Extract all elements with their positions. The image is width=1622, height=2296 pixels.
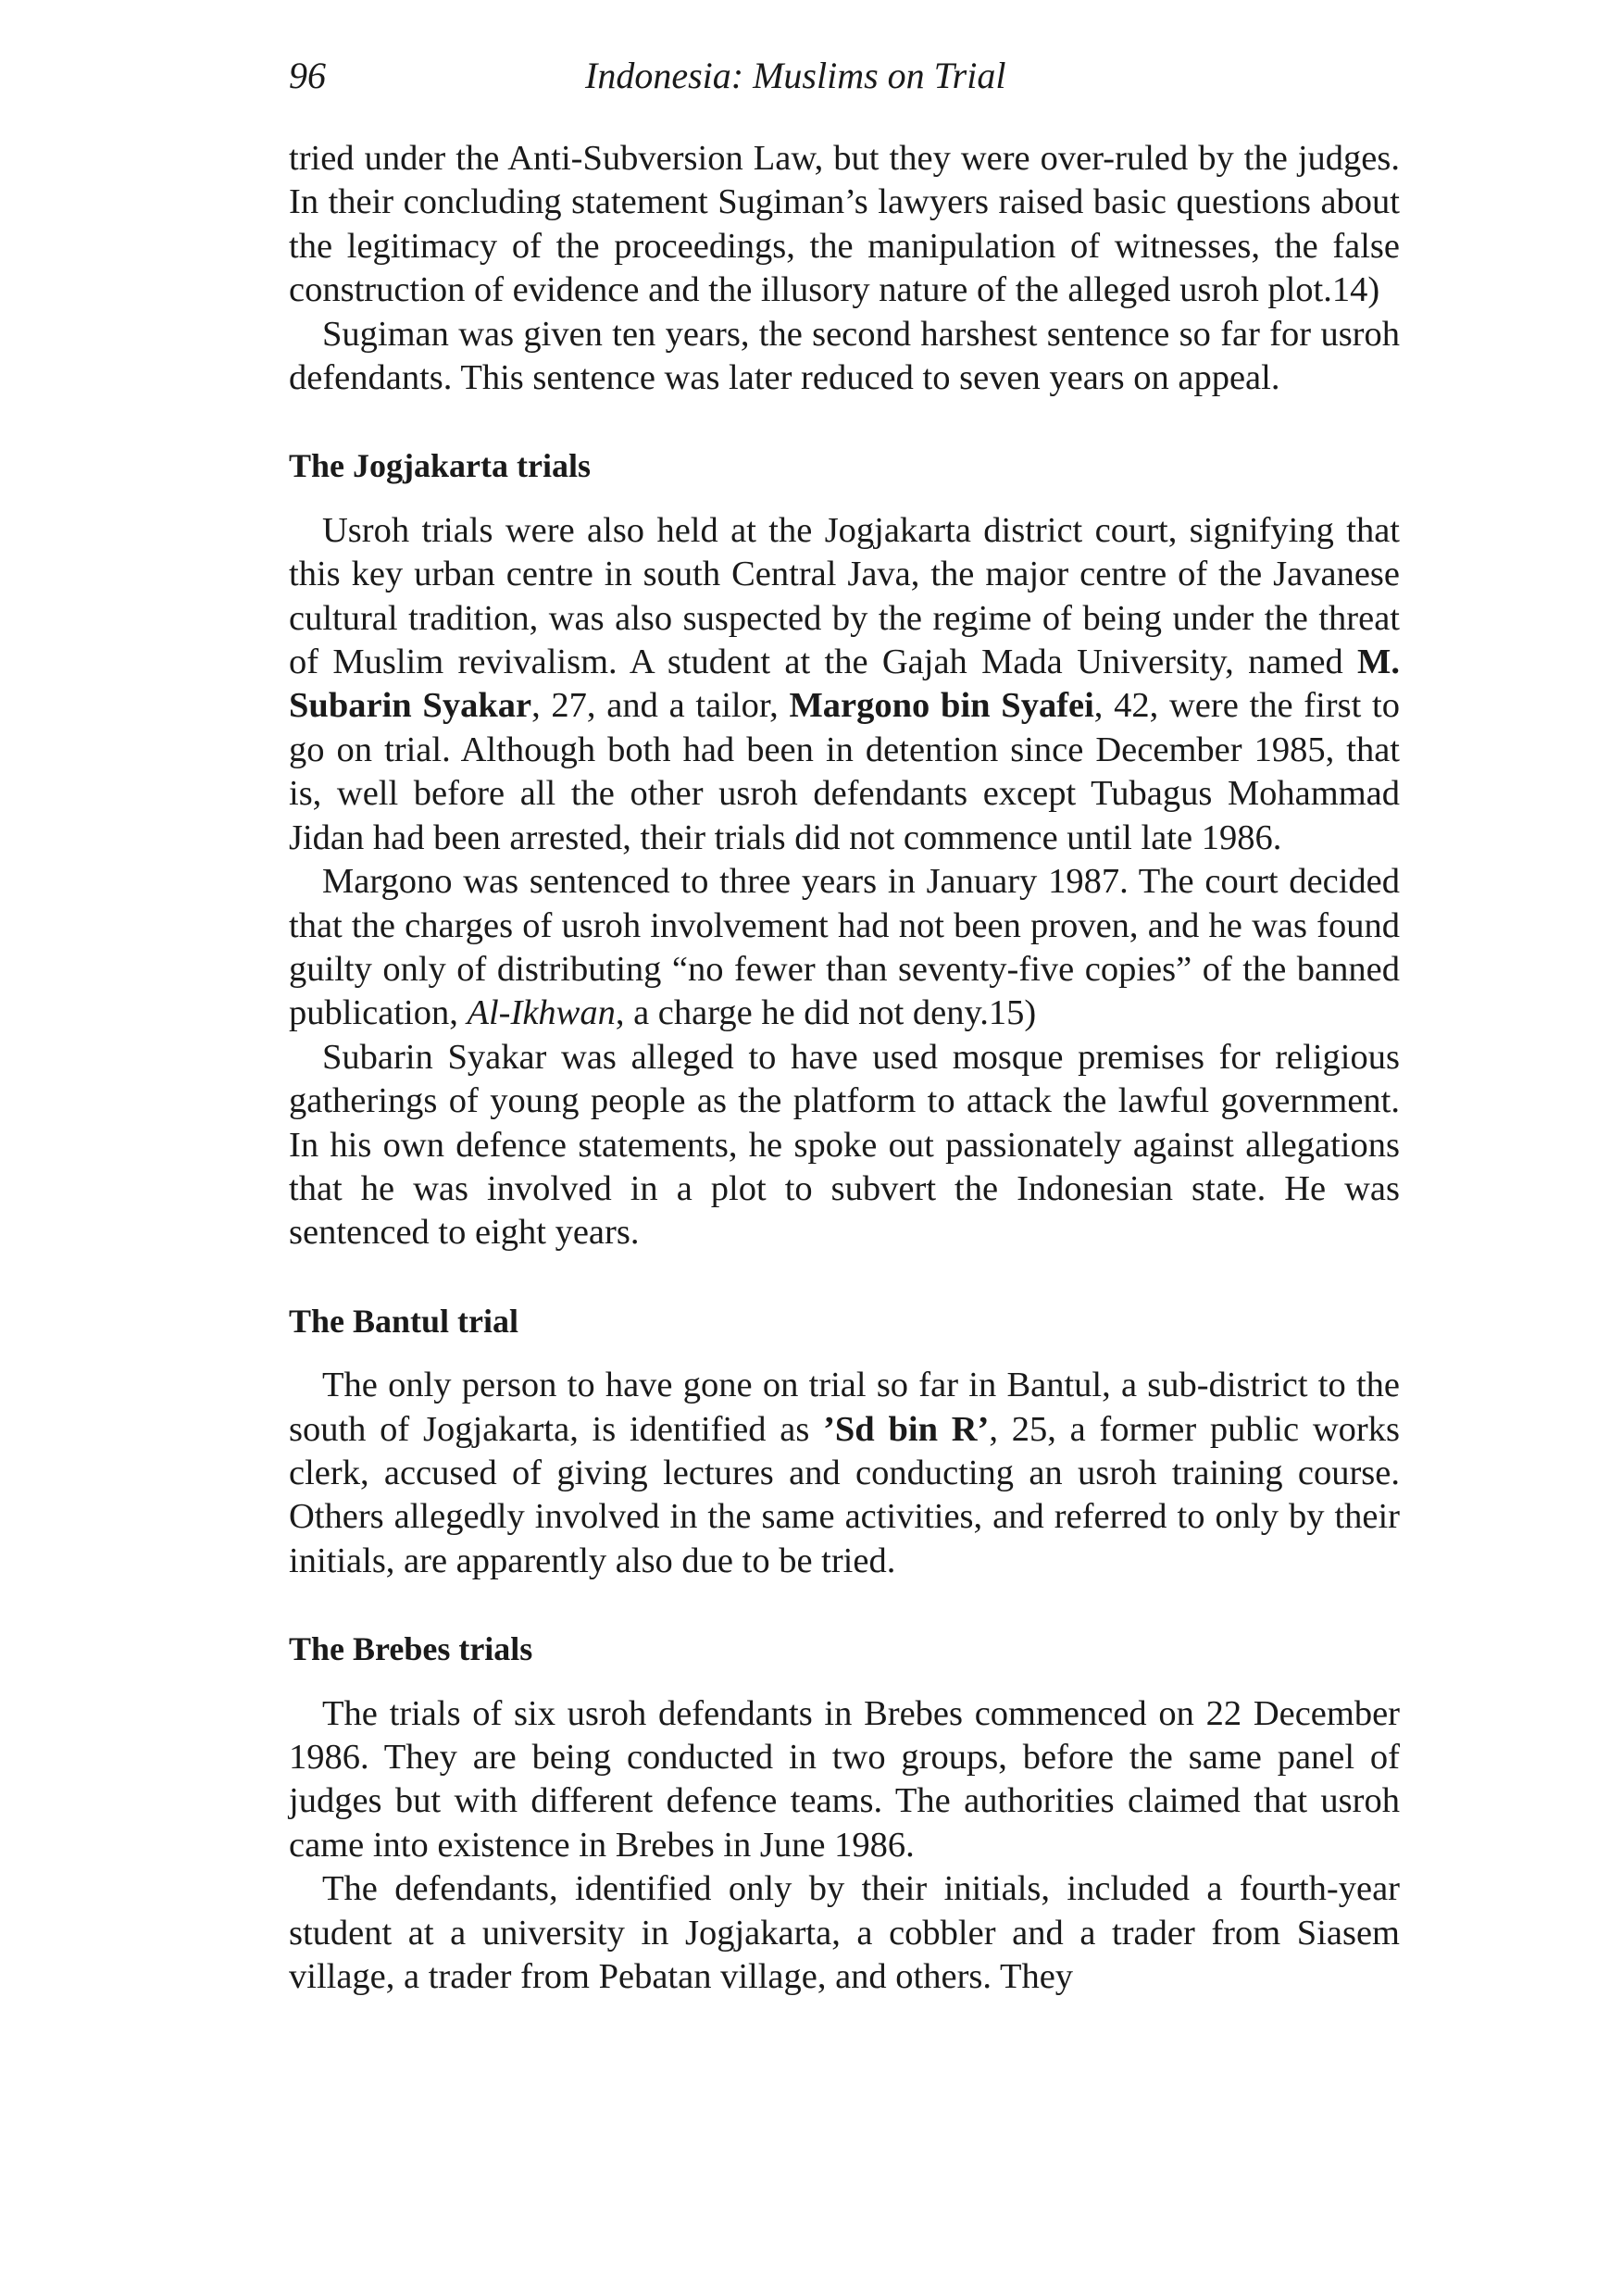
- paragraph-sugiman-sentence: Sugiman was given ten years, the second harshest sentence so far for usroh defendants. This sentence was later reduced to seven years on appeal.: [289, 314, 1400, 398]
- publication-title: Al-Ikhwan: [467, 993, 616, 1033]
- text-run: , 42, were the first to go on trial. Although both had been in detention since December 1985, that is, well before all the other usroh defendants except Tubagus Mohammad Jidan had been arrested, their trials did not commence until late 1986.: [289, 686, 1400, 857]
- paragraph-jogjakarta-intro: [289, 509, 1400, 860]
- paragraph-sugiman-lawyers: tried under the Anti-Subversion Law, but they were over-ruled by the judges. In their concluding statement Sugiman’s lawyers raised basic questions about the legitimacy of the proceedings, the manipulation of witnesses, the false construction of evidence and the illusory nature of the alleged usroh plot.14): [289, 139, 1400, 310]
- defendant-name-subarin: M. Subarin Syakar: [289, 643, 1400, 726]
- running-title: Indonesia: Muslims on Trial: [585, 55, 1006, 96]
- paragraph-bantul: [289, 1364, 1400, 1583]
- heading-jogjakarta-trials: The Jogjakarta trials: [289, 447, 591, 485]
- defendant-name-margono: Margono bin Syafei: [789, 686, 1094, 726]
- defendant-name-sd-bin-r: ’Sd bin R’: [823, 1409, 990, 1449]
- page-number: 96: [289, 55, 326, 96]
- heading-bantul-trial: The Bantul trial: [289, 1302, 519, 1340]
- paragraph-brebes-intro: The trials of six usroh defendants in Brebes commenced on 22 December 1986. They are being conducted in two groups, before the same panel of judges but with different defence teams. The authorities claimed that usroh came into existence in Brebes in June 1986.: [289, 1693, 1400, 1865]
- paragraph-subarin-sentence: Subarin Syakar was alleged to have used mosque premises for religious gatherings of young people as the platform to attack the lawful government. In his own defence statements, he spoke out passionately against allegations that he was involved in a plot to subvert the Indonesian state. He was sentenced to eight years.: [289, 1037, 1400, 1253]
- heading-brebes-trials: The Brebes trials: [289, 1630, 533, 1668]
- running-head: [289, 54, 1400, 109]
- body-text: [289, 137, 1400, 1999]
- text-run: , a charge he did not deny.15): [615, 993, 1037, 1033]
- text-run: , 27, and a tailor,: [531, 686, 790, 726]
- text-run: Usroh trials were also held at the Jogjakarta district court, signifying that this key urban centre in south Central Java, the major centre of the Javanese cultural tradition, was also suspected by the regime of being under the threat of Muslim revivalism. A student at the Gajah Mada University, named: [289, 510, 1400, 682]
- paragraph-brebes-defendants: The defendants, identified only by their initials, included a fourth-year student at a university in Jogjakarta, a cobbler and a trader from Siasem village, a trader from Pebatan village, and others. They: [289, 1869, 1400, 1997]
- text-run: , 25, a former public works clerk, accused of giving lectures and conducting an usroh training course. Others allegedly involved in the same activities, and referred to only by their initials, are apparently also due to be tried.: [289, 1409, 1400, 1580]
- text-run: The only person to have gone on trial so far in Bantul, a sub-district to the south of Jogjakarta, is identified as: [289, 1366, 1400, 1449]
- paragraph-margono-sentence: [289, 860, 1400, 1036]
- text-run: Margono was sentenced to three years in January 1987. The court decided that the charges of usroh involvement had not been proven, and he was found guilty only of distributing “no fewer than seventy-five copies” of the banned publication,: [289, 862, 1400, 1033]
